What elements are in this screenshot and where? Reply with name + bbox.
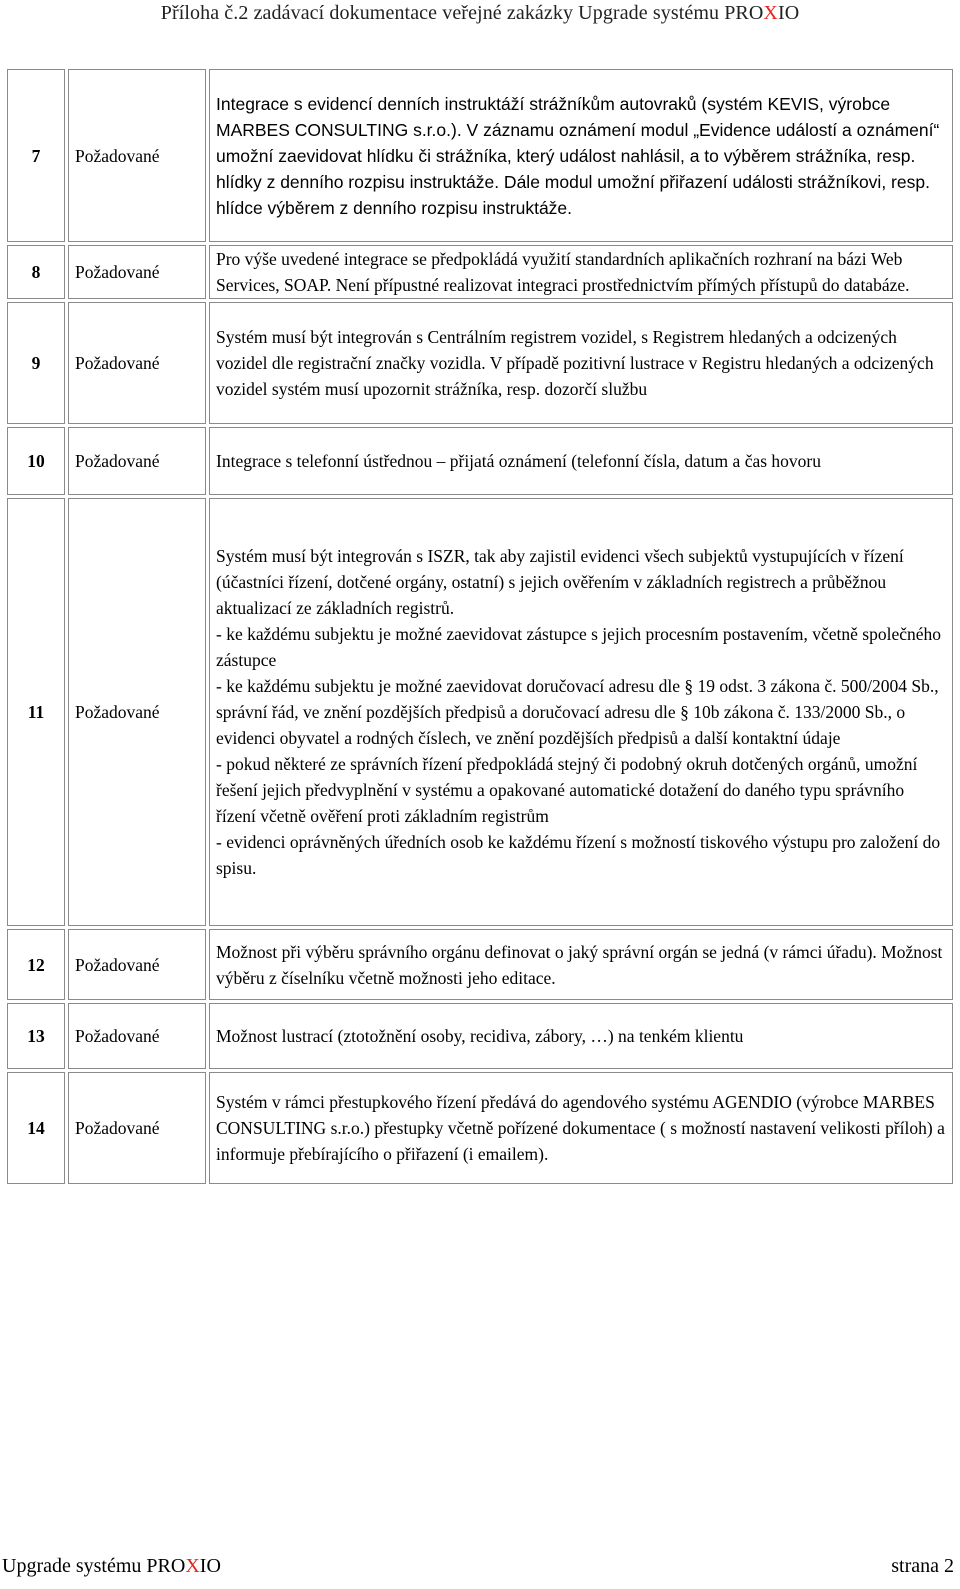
header-text-suffix: IO: [777, 2, 800, 24]
row-number: 13: [7, 1003, 65, 1069]
description-paragraph: - pokud některé ze správních řízení předpokládá stejný či podobný okruh dotčených orgánů, umožní řešení jejich předvyplnění v systému a opakované automatické dotažení do daného typu správního řízení včetně ověření proti základním registrům: [216, 754, 918, 826]
footer-title-text: Upgrade systému PRO: [2, 1555, 186, 1577]
row-number: 8: [7, 245, 65, 299]
table-row: [7, 302, 953, 424]
row-status: Požadované: [68, 498, 206, 926]
row-number: 10: [7, 427, 65, 495]
description-paragraph: Integrace s telefonní ústřednou – přijatá oznámení (telefonní čísla, datum a čas hovoru: [216, 451, 821, 471]
row-number: 7: [7, 69, 65, 242]
page-footer: [0, 1555, 960, 1585]
row-status: Požadované: [68, 1072, 206, 1184]
requirements-table: [4, 66, 956, 1187]
row-number: 12: [7, 929, 65, 1000]
row-description: [209, 1003, 953, 1069]
row-description: [209, 498, 953, 926]
row-status: Požadované: [68, 1003, 206, 1069]
table-row: [7, 69, 953, 242]
row-description: [209, 69, 953, 242]
table-row: [7, 1072, 953, 1184]
row-description: [209, 1072, 953, 1184]
page-number: strana 2: [891, 1555, 954, 1577]
row-description: [209, 245, 953, 299]
description-paragraph: Pro výše uvedené integrace se předpokládá využití standardních aplikačních rozhraní na bázi Web Services, SOAP. Není přípustné realizovat integraci prostřednictvím přímých přístupů do databáze.: [216, 249, 910, 295]
table-row: [7, 929, 953, 1000]
table-row: [7, 498, 953, 926]
description-paragraph: Možnost při výběru správního orgánu definovat o jaký správní orgán se jedná (v rámci úřadu). Možnost výběru z číselníku včetně možnosti jeho editace.: [216, 941, 943, 988]
row-number: 9: [7, 302, 65, 424]
footer-logo-x: X: [185, 1555, 200, 1577]
table-row: [7, 427, 953, 495]
row-number: 11: [7, 498, 65, 926]
row-description: [209, 302, 953, 424]
row-status: Požadované: [68, 245, 206, 299]
description-paragraph: Integrace s evidencí denních instruktáží strážníkům autovraků (systém KEVIS, výrobce MARBES CONSULTING s.r.o.). V záznamu oznámení modul „Evidence událostí a oznámení“ umožní zaevidovat hlídku či strážníka, který událost nahlásil, a to výběrem strážníka, resp. hlídky z denního rozpisu instruktáže. Dále modul umožní přiřazení události strážníkovi, resp. hlídce výběrem z denního rozpisu instruktáže.: [216, 93, 940, 218]
description-paragraph: Systém musí být integrován s Centrálním registrem vozidel, s Registrem hledaných a odcizených vozidel dle registrační značky vozidla. V případě pozitivní lustrace v Registru hledaných a odcizených vozidel systém musí upozornit strážníka, resp. dozorčí službu: [216, 327, 934, 399]
footer-title-suffix: IO: [199, 1555, 221, 1577]
description-paragraph: Možnost lustrací (ztotožnění osoby, recidiva, zábory, …) na tenkém klientu: [216, 1026, 744, 1046]
row-status: Požadované: [68, 302, 206, 424]
row-description: [209, 427, 953, 495]
header-text: Příloha č.2 zadávací dokumentace veřejné zakázky Upgrade systému PRO: [160, 2, 764, 24]
row-status: Požadované: [68, 929, 206, 1000]
header-logo-x: X: [763, 2, 778, 24]
description-paragraph: - evidenci oprávněných úředních osob ke každému řízení s možností tiskového výstupu pro založení do spisu.: [216, 832, 941, 878]
row-number: 14: [7, 1072, 65, 1184]
description-paragraph: Systém v rámci přestupkového řízení předává do agendového systému AGENDIO (výrobce MARBES CONSULTING s.r.o.) přestupky včetně pořízené dokumentace ( s možností nastavení velikosti příloh) a informuje přebírajícího o přiřazení (i emailem).: [216, 1092, 945, 1164]
table-row: [7, 1003, 953, 1069]
table-row: [7, 245, 953, 299]
row-status: Požadované: [68, 69, 206, 242]
footer-title: [2, 1555, 221, 1578]
description-paragraph: - ke každému subjektu je možné zaevidovat doručovací adresu dle § 19 odst. 3 zákona č. 500/2004 Sb., správní řád, ve znění pozdějších předpisů a doručovací adresu dle § 10b zákona č. 133/2000 Sb., o evidenci obyvatel a rodných číslech, ve znění pozdějších předpisů a další kontaktní údaje: [216, 676, 939, 748]
row-description: [209, 929, 953, 1000]
page-header: [0, 2, 960, 25]
row-status: Požadované: [68, 427, 206, 495]
description-paragraph: - ke každému subjektu je možné zaevidovat zástupce s jejich procesním postavením, včetně společného zástupce: [216, 624, 942, 670]
description-paragraph: Systém musí být integrován s ISZR, tak aby zajistil evidenci všech subjektů vystupujících v řízení (účastníci řízení, dotčené orgány, ostatní) s jejich ověřením v základních registrech a průběžnou aktualizací ze základních registrů.: [216, 546, 904, 618]
